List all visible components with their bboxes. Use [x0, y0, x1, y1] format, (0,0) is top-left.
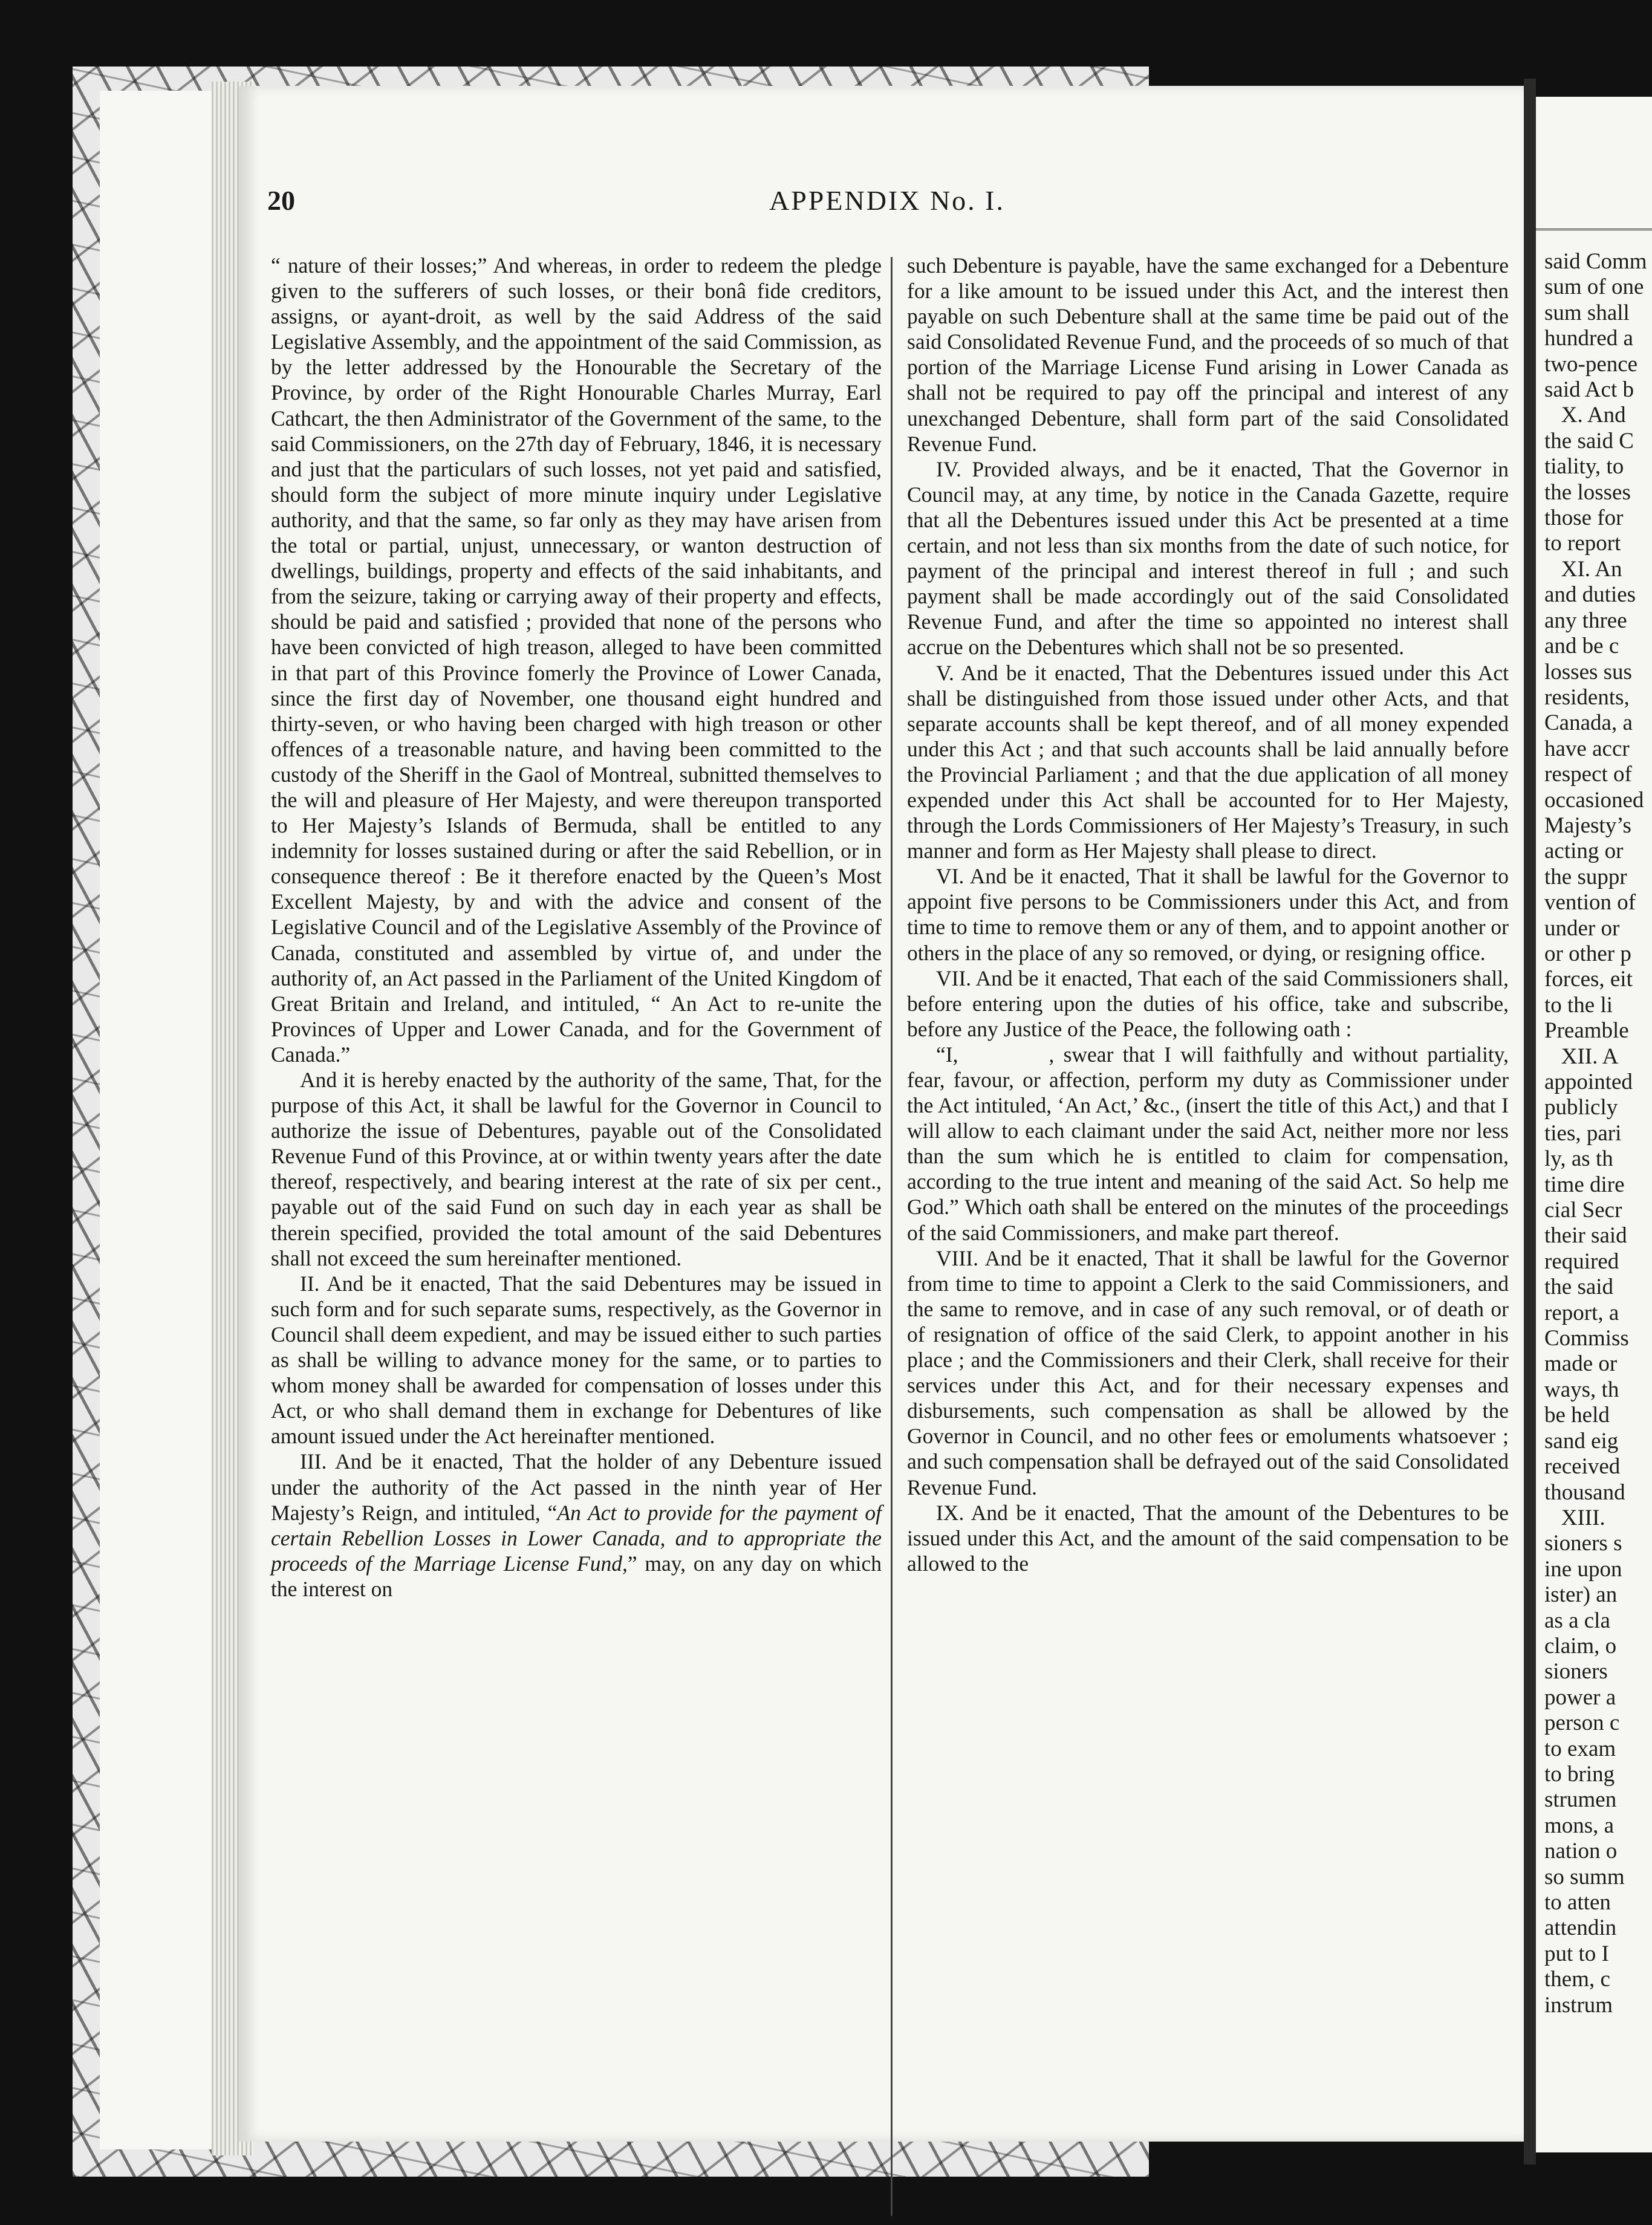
section-3-paragraph: [271, 1449, 882, 1602]
right-paragraph-1: such Debenture is payable, have the same exchanged for a Debenture for a like amount to be issued under this Act, and the interest then payable on such Debenture shall at the same time be paid out of the said Consolidated Revenue Fund, and the proceeds of so much of that portion of the Marriage License Fund arising in Lower Canada as shall not be required to pay off the principal and interest of any unexchanged Debenture, shall form part of the said Consolidated Revenue Fund.: [907, 253, 1509, 456]
page-number: 20: [267, 185, 295, 216]
page-header: [267, 184, 1507, 227]
next-page-edge: [1536, 97, 1652, 2152]
section-8-paragraph: VIII. And be it enacted, That it shall be lawful for the Governor from time to time to appoint a Clerk to the said Commissioners, and the same to remove, and in case of any such removal, or of death or of resignation of office of the said Clerk, to appoint another in his place ; and the Commissioners and their Clerk, shall receive for their services under this Act, and for their necessary expenses and disbursements, such compensation as shall be allowed by the Governor in Council, and no other fees or emoluments whatsoever ; and such compensation shall be defrayed out of the said Consolidated Revenue Fund.: [907, 1246, 1509, 1499]
left-column: [271, 253, 882, 1602]
oath-start: “I,: [936, 1042, 958, 1067]
section-4-paragraph: IV. Provided always, and be it enacted, That the Governor in Council may, at any time, by notice in the Canada Gazette, require that all the Debentures issued under this Act be presented at a time certain, and not less than six months from the date of such notice, for payment of the principal and interest thereof in full ; and such payment shall be made accordingly out of the said Consolidated Revenue Fund, and after the time so appointed no interest shall accrue on the Debentures which shall not be so presented.: [907, 456, 1509, 660]
left-paragraph-2: And it is hereby enacted by the authority of the same, That, for the purpose of this Act, it shall be lawful for the Governor in Council to authorize the issue of Debentures, payable out of the Consolidated Revenue Fund of this Province, at or within twenty years after the date thereof, respectively, and bearing interest at the rate of six per cent., payable out of the said Fund on such day in each year as shall be therein specified, provided the total amount of the said Debentures shall not exceed the sum hereinafter mentioned.: [271, 1068, 882, 1270]
right-column: [907, 253, 1509, 1576]
flyleaf: [100, 91, 223, 2149]
section-3-start: III. And be it enacted, That the holder of any Debenture issued under the authority of the Act passed in the ninth year of Her Majesty’s Reign, and intituled, “: [271, 1449, 882, 1525]
column-divider: [891, 257, 893, 2216]
oath-rest: , swear that I will faithfully and without partiality, fear, favour, or affection, perform my duty as Commissioner under the Act intituled, ‘An Act,’ &c., (insert the title of this Act,) and that I will allow to each claimant under the said Act, neither more nor less than the sum which he is entitled to claim for compensation, according to the true intent and meaning of the said Act. So help me God.” Which oath shall be entered on the minutes of the proceedings of the said Commissioners, and make part thereof.: [907, 1042, 1509, 1245]
section-7-paragraph: VII. And be it enacted, That each of the said Commissioners shall, before entering upon the duties of his office, take and subscribe, before any Justice of the Peace, the following oath :: [907, 966, 1509, 1041]
running-title: APPENDIX No. I.: [769, 185, 1005, 216]
next-page-header-rule: [1536, 229, 1652, 233]
section-5-paragraph: V. And be it enacted, That the Debentures issued under this Act shall be distinguished from those issued under other Acts, and that separate accounts shall be kept thereof, and of all money expended under this Act ; and that such accounts shall be laid annually before the Provincial Parliament ; and that the due application of all money expended under this Act shall be accounted for to Her Majesty, through the Lords Commissioners of Her Majesty’s Treasury, in such manner and form as Her Majesty shall please to direct.: [907, 660, 1509, 863]
left-paragraph-1: “ nature of their losses;” And whereas, in order to redeem the pledge given to the sufferers of such losses, or their bonâ fide creditors, assigns, or ayant-droit, as well by the said Address of the said Legislative Assembly, and the appointment of the said Commission, as by the letter addressed by the Honourable the Secretary of the Province, by order of the Right Honourable Charles Murray, Earl Cathcart, the then Administrator of the Government of the same, to the said Commissioners, on the 27th day of February, 1846, it is necessary and just that the particulars of such losses, not yet paid and satisfied, should form the subject of more minute inquiry under Legislative authority, and that the same, so far only as they may have arisen from the total or partial, unjust, unnecessary, or wanton destruction of dwellings, buildings, property and effects of the said inhabitants, and from the seizure, taking or carrying away of their property and effects, should be paid and satisfied ; provided that none of the persons who have been convicted of high treason, alleged to have been committed in that part of this Province fomerly the Province of Lower Canada, since the first day of November, one thousand eight hundred and thirty-seven, or who having been charged with high treason or other offences of a treasonable nature, and having been committed to the custody of the Sheriff in the Gaol of Montreal, subnitted themselves to the will and pleasure of Her Majesty, and were thereupon transported to Her Majesty’s Islands of Bermuda, shall be entitled to any indemnity for losses sustained during or after the said Rebellion, or in consequence thereof : Be it therefore enacted by the Queen’s Most Excellent Majesty, by and with the advice and consent of the Legislative Council and of the Legislative Assembly of the Province of Canada, constituted and assembled by virtue of, and under the authority of, an Act passed in the Parliament of the United Kingdom of Great Britain and Ireland, and intituled, “ An Act to re-unite the Provinces of Upper and Lower Canada, and for the Government of Canada.”: [271, 253, 882, 1067]
next-page-text-fragment: said Comm sum of one sum shall hundred a two-pence said Act b X. And the said C tiality, to the losses those for to report XI. An and duties any three and be c losses sus residents, Canada, a have accr respect of occasioned Majesty’s acting or the suppr vention of under or or other p forces, eit to the li Preamble XII. A appointed publicly ties, pari ly, as th time dire cial Secr their said required the said report, a Commiss made or ways, th be held sand eig received thousand XIII. sioners s ine upon ister) an as a cla claim, o sioners power a person c to exam to bring strumen mons, a nation o so summ to atten attendin put to I them, c instrum: [1544, 249, 1647, 2018]
section-2-paragraph: II. And be it enacted, That the said Debentures may be issued in such form and for such separate sums, respectively, as the Governor in Council shall deem expedient, and may be issued either to such parties as shall be willing to advance money for the same, or to parties to whom money shall be awarded for compensation of losses under this Act, or who shall demand them in exchange for Debentures of like amount issued under the Act hereinafter mentioned.: [271, 1271, 882, 1449]
section-3-end: ” may, on any day on which the interest on: [271, 1551, 882, 1601]
oath-paragraph: [907, 1042, 1509, 1246]
section-6-paragraph: VI. And be it enacted, That it shall be lawful for the Governor to appoint five persons to be Commissioners under this Act, and from time to time to remove them or any of them, and to appoint another or others in the place of any so removed, or dying, or resigning office.: [907, 864, 1509, 965]
gutter-shadow: [1524, 79, 1536, 2165]
section-9-paragraph: IX. And be it enacted, That the amount of the Debentures to be issued under this Act, and the amount of the said compensation to be allowed to the: [907, 1500, 1509, 1576]
act-title: An Act to provide for the payment of certain Rebellion Losses in Lower Canada, and to appropriate the proceeds of the Marriage License Fund,: [271, 1500, 882, 1576]
